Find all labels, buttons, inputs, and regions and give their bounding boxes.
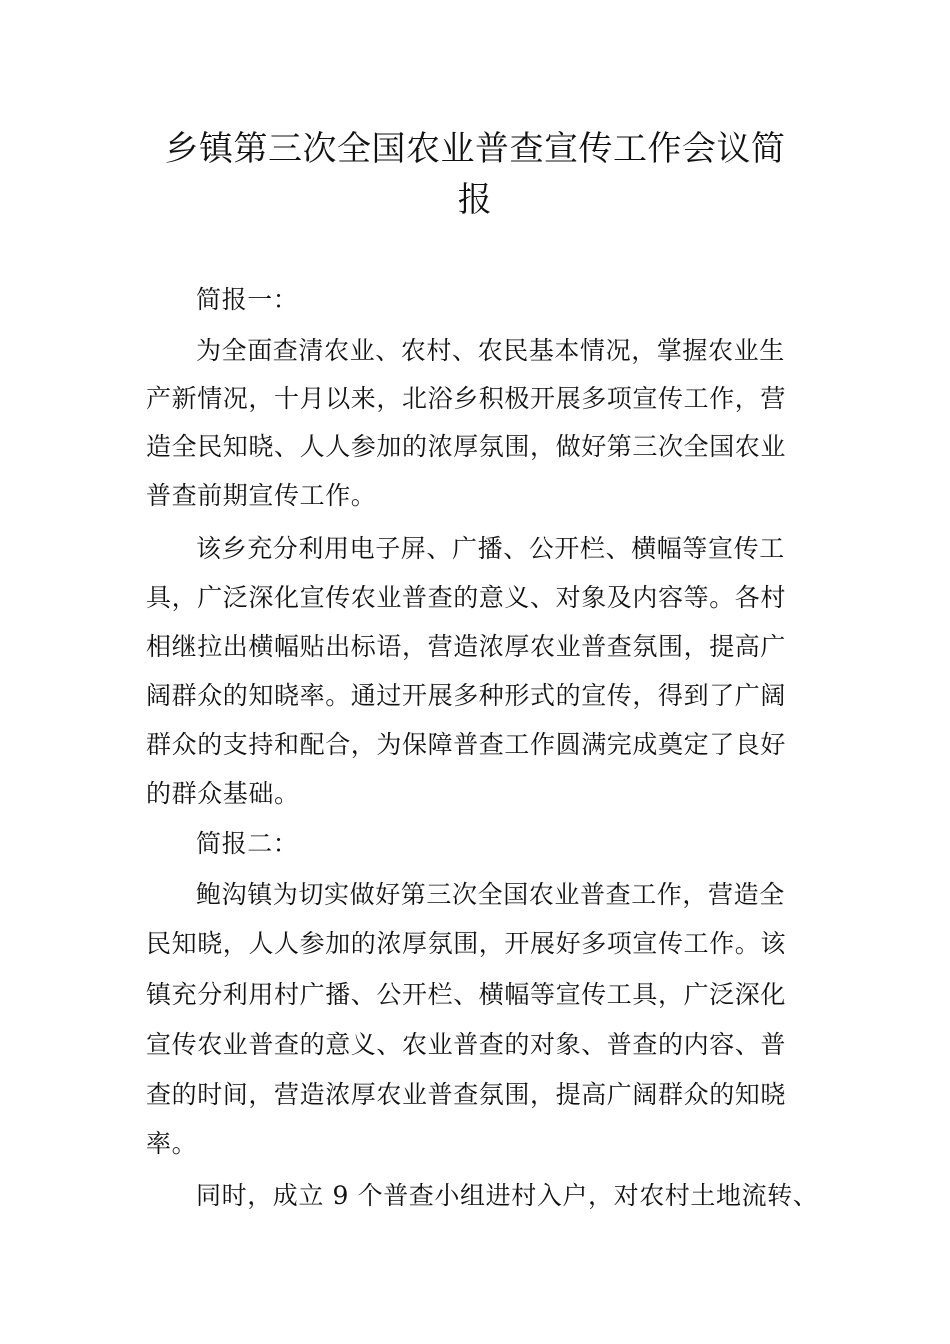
paragraph-line: 鲍沟镇为切实做好第三次全国农业普查工作，营造全 [196, 880, 785, 909]
paragraph-line: 率。 [146, 1129, 198, 1158]
paragraph-line: 普查前期宣传工作。 [146, 481, 377, 510]
paragraph-line: 相继拉出横幅贴出标语，营造浓厚农业普查氛围，提高广 [146, 632, 787, 661]
paragraph-line: 的群众基础。 [146, 779, 300, 808]
paragraph-line: 阔群众的知晓率。通过开展多种形式的宣传，得到了广阔 [146, 681, 787, 710]
paragraph-line: 为全面查清农业、农村、农民基本情况，掌握农业生 [196, 336, 785, 365]
section-heading-1: 简报一： [196, 285, 299, 314]
section-heading-2: 简报二： [196, 829, 299, 858]
document-title-line-2: 报 [457, 180, 493, 220]
paragraph-line: 查的时间，营造浓厚农业普查氛围，提高广阔群众的知晓 [146, 1080, 787, 1109]
paragraph-line: 产新情况，十月以来，北浴乡积极开展多项宣传工作，营 [146, 384, 787, 413]
paragraph-line: 造全民知晓、人人参加的浓厚氛围，做好第三次全国农业 [146, 432, 787, 461]
paragraph-line: 具，广泛深化宣传农业普查的意义、对象及内容等。各村 [146, 583, 787, 612]
paragraph-line: 镇充分利用村广播、公开栏、横幅等宣传工具，广泛深化 [146, 980, 787, 1009]
paragraph-line: 该乡充分利用电子屏、广播、公开栏、横幅等宣传工 [196, 534, 785, 563]
document-title-line-1: 乡镇第三次全国农业普查宣传工作会议简 [164, 129, 786, 169]
paragraph-line: 宣传农业普查的意义、农业普查的对象、普查的内容、普 [146, 1030, 787, 1059]
paragraph-line: 民知晓，人人参加的浓厚氛围，开展好多项宣传工作。该 [146, 929, 787, 958]
paragraph-line: 同时，成立 9 个普查小组进村入户，对农村土地流转、 [196, 1181, 819, 1210]
paragraph-line: 群众的支持和配合，为保障普查工作圆满完成奠定了良好 [146, 730, 787, 759]
